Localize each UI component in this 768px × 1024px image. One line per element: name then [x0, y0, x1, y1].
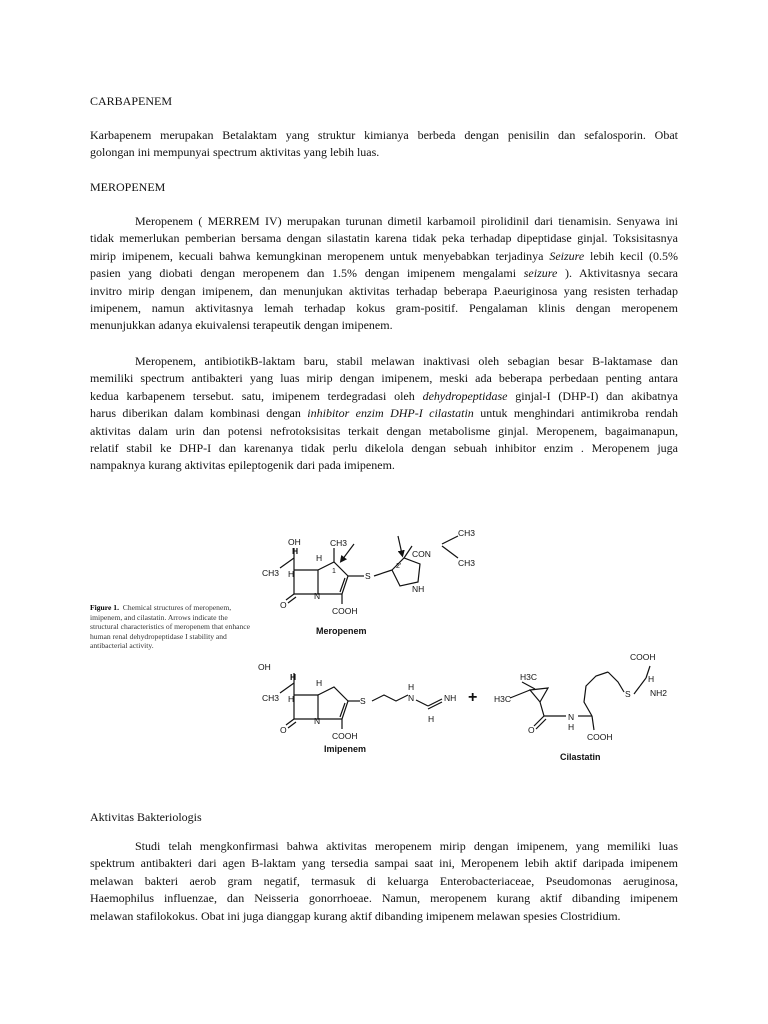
text-line: Meropenem ( MERREM IV) merupakan turunan dimetil karbamoil pirolidinil dari tienamisin. Senyawa ini — [135, 214, 678, 228]
svg-text:CH3: CH3 — [262, 693, 280, 703]
meropenem-structure — [280, 536, 458, 604]
svg-text:H: H — [408, 682, 415, 692]
text-line: Haemophilus influenzae, dan Neisseria gonorrhoeae. Namun, meropenem kurang aktif dibanding imipenem — [90, 891, 678, 906]
imipenem-labels — [258, 662, 477, 754]
svg-text:O: O — [528, 725, 535, 735]
svg-text:CH3: CH3 — [330, 538, 348, 548]
text-line: relatif stabil ke DHP-I dan karenanya tidak perlu dikelola dengan sebuah inhibitor enzim . Meropenem juga — [90, 441, 678, 456]
svg-text:H: H — [288, 694, 295, 704]
text-line: harus diberikan dalam kombinasi dengan inhibitor enzim DHP-I cilastatin untuk menghindari antimikroba rendah — [90, 406, 679, 421]
carbapenem-paragraph — [90, 127, 678, 162]
text-line: melawan bakteri aerob gram negatif, termasuk di keluarga Enterobacteriaceae, Pseudomonas aeruginosa, — [90, 873, 678, 888]
svg-text:NH: NH — [444, 693, 457, 703]
svg-text:N: N — [408, 693, 415, 703]
svg-text:COOH: COOH — [587, 732, 613, 742]
svg-text:H: H — [316, 553, 323, 563]
text-line: tidak memerlukan pemberian bersama dengan silastatin karena tidak peka terhadap dipeptidase ginjal. Toksisitasnya — [90, 231, 678, 246]
text-line: menunjukkan adanya ekuivalensi terapeutik dengan imipenem. — [90, 318, 393, 333]
svg-text:H3C: H3C — [520, 672, 538, 682]
text-line: kedua karbapenem tersebut. satu, imipenem terdegradasi oleh dehydropeptidase ginjal-I (DHP-I) dan akibatnya — [90, 388, 678, 403]
chemical-structures-figure — [252, 530, 682, 760]
figure-caption-text: Chemical structures of meropenem, imipenem, and cilastatin. Arrows indicate the structural characteristics of meropenem that enhance human renal dehydropeptidase I stability and antibacterial activity. — [90, 603, 251, 651]
svg-text:CH3: CH3 — [458, 530, 476, 538]
text-line: pasien yang diobati dengan meropenem dan 1.5% dengan imipenem mengalami seizure ). Aktivitasnya secara — [90, 266, 678, 281]
svg-text:O: O — [280, 600, 287, 610]
imipenem-label: Imipenem — [324, 744, 367, 754]
svg-text:N: N — [314, 716, 321, 726]
svg-text:OH: OH — [258, 662, 271, 672]
meropenem-label: Meropenem — [316, 626, 367, 636]
text-line: spektrum antibakteri dari agen B-laktam yang tersedia sampai saat ini, Meropenem lebih aktif daripada imipenem — [90, 856, 678, 871]
text-line: mirip imipenem, kecuali bahwa kemungkinan meropenem untuk menyebabkan terjadinya Seizure lebih kecil (0.5% — [90, 248, 678, 263]
svg-text:H: H — [290, 672, 297, 682]
svg-text:O: O — [280, 725, 287, 735]
heading-carbapenem: CARBAPENEM — [90, 94, 173, 108]
svg-text:N: N — [314, 591, 321, 601]
heading-aktivitas-bakteriologis: Aktivitas Bakteriologis — [90, 810, 202, 824]
meropenem-paragraph-2 — [90, 353, 678, 475]
text-line: aktivitas dalam urin dan potensi nefrotoksisitas terkait dengan metabolisme ginjal. Meropenem, bagaimanapun, — [90, 423, 678, 438]
svg-text:NH: NH — [412, 584, 425, 594]
heading-meropenem: MEROPENEM — [90, 180, 166, 194]
svg-text:H: H — [292, 546, 299, 556]
cilastatin-labels — [494, 652, 667, 760]
svg-text:N: N — [568, 712, 575, 722]
bakteriologis-paragraph — [90, 838, 678, 925]
text-line: Studi telah mengkonfirmasi bahwa aktivitas meropenem mirip dengan imipenem, yang memiliki luas — [135, 839, 678, 853]
svg-text:H: H — [648, 674, 655, 684]
svg-text:CON: CON — [412, 549, 431, 559]
svg-text:COOH: COOH — [332, 731, 358, 741]
text-line: memiliki spectrum antibakteri yang luas mirip dengan imipenem, meski ada beberapa perbedaan penting antara — [90, 371, 678, 386]
svg-text:CH3: CH3 — [458, 558, 476, 568]
meropenem-paragraph-1 — [90, 213, 678, 335]
text-line: invitro mirip dengan imipenem, dan menunjukan aktivitas terhadap beberapa P.aeuriginosa yang resisten terhadap — [90, 283, 678, 298]
text-line: melawan stafilokokus. Obat ini juga dianggap kurang aktif dibanding imipenem melawan spesies Clostridium. — [90, 908, 621, 923]
text-line: Karbapenem merupakan Betalaktam yang struktur kimianya berbeda dengan penisilin dan sefalosporin. Obat — [90, 128, 678, 142]
svg-text:H: H — [428, 714, 435, 724]
svg-text:S: S — [365, 571, 371, 581]
text-line: nampaknya kurang aktivitas epileptogenik dari pada imipenem. — [90, 458, 395, 473]
plus-sign: + — [468, 689, 478, 706]
svg-text:S: S — [625, 689, 631, 699]
text-line: imipenem, namun aktivitasnya lemah terhadap kokus gram-positif. Pengalaman klinis dengan meropenem — [90, 301, 678, 316]
svg-text:COOH: COOH — [630, 652, 656, 662]
svg-text:H3C: H3C — [494, 694, 512, 704]
cilastatin-label: Cilastatin — [560, 752, 601, 760]
svg-text:1: 1 — [332, 568, 336, 575]
svg-text:H: H — [316, 678, 323, 688]
text-line: golongan ini mempunyai spectrum aktivitas yang lebih luas. — [90, 145, 380, 160]
svg-text:S: S — [360, 696, 366, 706]
svg-text:NH2: NH2 — [650, 688, 668, 698]
svg-text:OH: OH — [288, 537, 301, 547]
svg-text:CH3: CH3 — [262, 568, 280, 578]
svg-text:H: H — [568, 722, 575, 732]
svg-text:COOH: COOH — [332, 606, 358, 616]
figure-number: Figure 1. — [90, 603, 119, 612]
figure-caption — [90, 603, 252, 651]
text-line: Meropenem, antibiotikB-laktam baru, stabil melawan inaktivasi oleh sebagian besar B-laktamase dan — [135, 354, 678, 368]
svg-text:2': 2' — [396, 563, 402, 570]
svg-text:H: H — [288, 569, 295, 579]
